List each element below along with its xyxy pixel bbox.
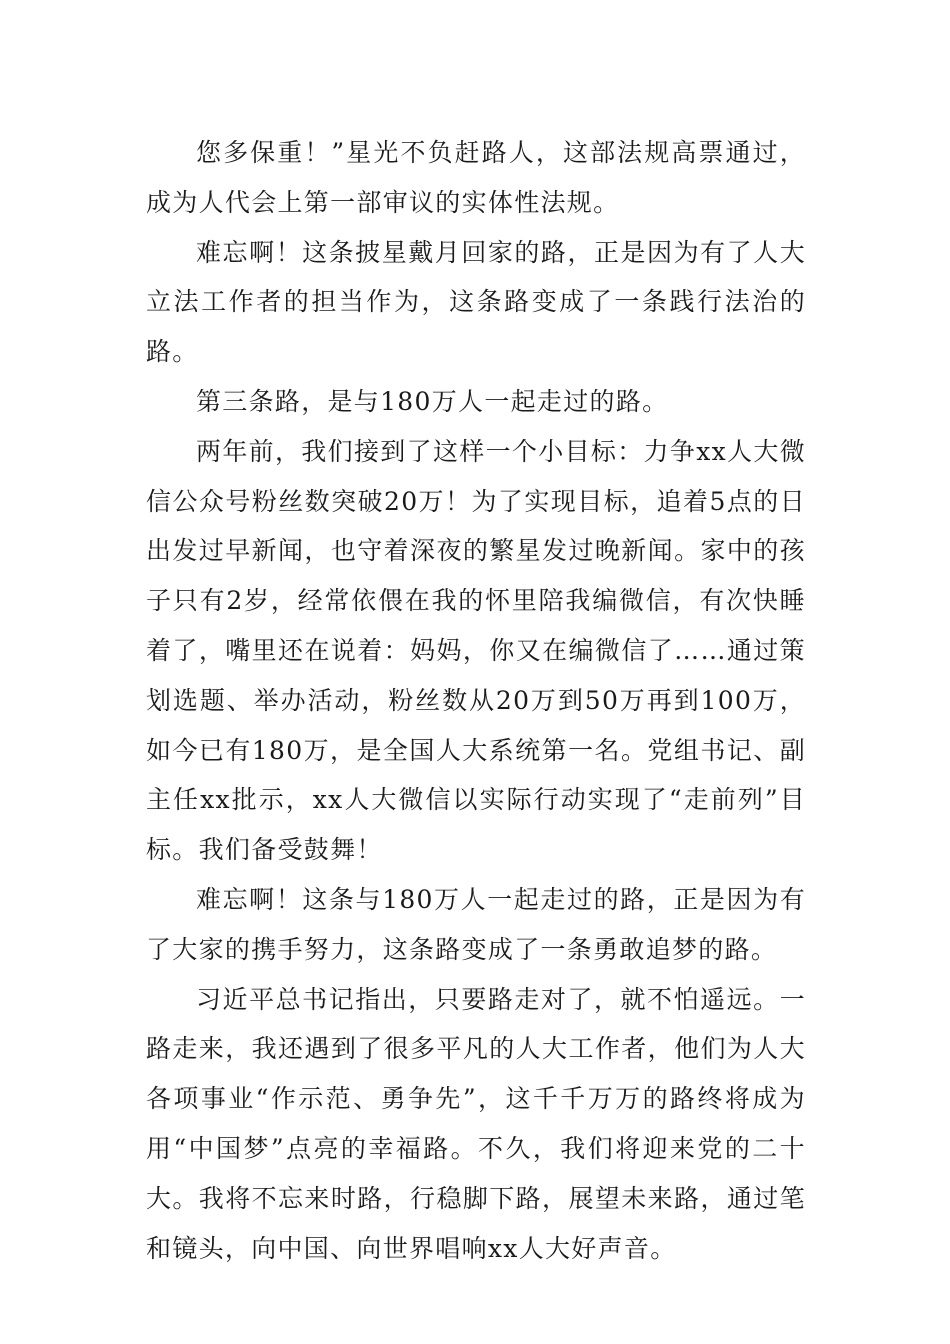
paragraph-5: 难忘啊！这条与180万人一起走过的路，正是因为有了大家的携手努力，这条路变成了一条勇敢追梦的路。 <box>146 884 806 964</box>
paragraph-3: 第三条路，是与180万人一起走过的路。 <box>196 386 669 416</box>
paragraph-1: 您多保重！”星光不负赶路人，这部法规高票通过，成为人代会上第一部审议的实体性法规。 <box>146 138 806 217</box>
paragraph-4: 两年前，我们接到了这样一个小目标：力争xx人大微信公众号粉丝数突破20万！为了实现目标，追着5点的日出发过早新闻，也守着深夜的繁星发过晚新闻。家中的孩子只有2岁，经常依偎在我的怀里陪我编微信，有次快睡着了，嘴里还在说着：妈妈，你又在编微信了……通过策划选题、举办活动，粉丝数从20万到50万再到100万，如今已有180万，是全国人大系统第一名。党组书记、副主任xx批示，xx人大微信以实际行动实现了“走前列”目标。我们备受鼓舞！ <box>146 436 806 865</box>
document-body <box>146 128 806 1273</box>
paragraph-6: 习近平总书记指出，只要路走对了，就不怕遥远。一路走来，我还遇到了很多平凡的人大工作者，他们为人大各项事业“作示范、勇争先”，这千千万万的路终将成为用“中国梦”点亮的幸福路。不久，我们将迎来党的二十大。我将不忘来时路，行稳脚下路，展望未来路，通过笔和镜头，向中国、向世界唱响xx人大好声音。 <box>146 984 806 1263</box>
paragraph-2: 难忘啊！这条披星戴月回家的路，正是因为有了人大立法工作者的担当作为，这条路变成了一条践行法治的路。 <box>146 237 806 367</box>
